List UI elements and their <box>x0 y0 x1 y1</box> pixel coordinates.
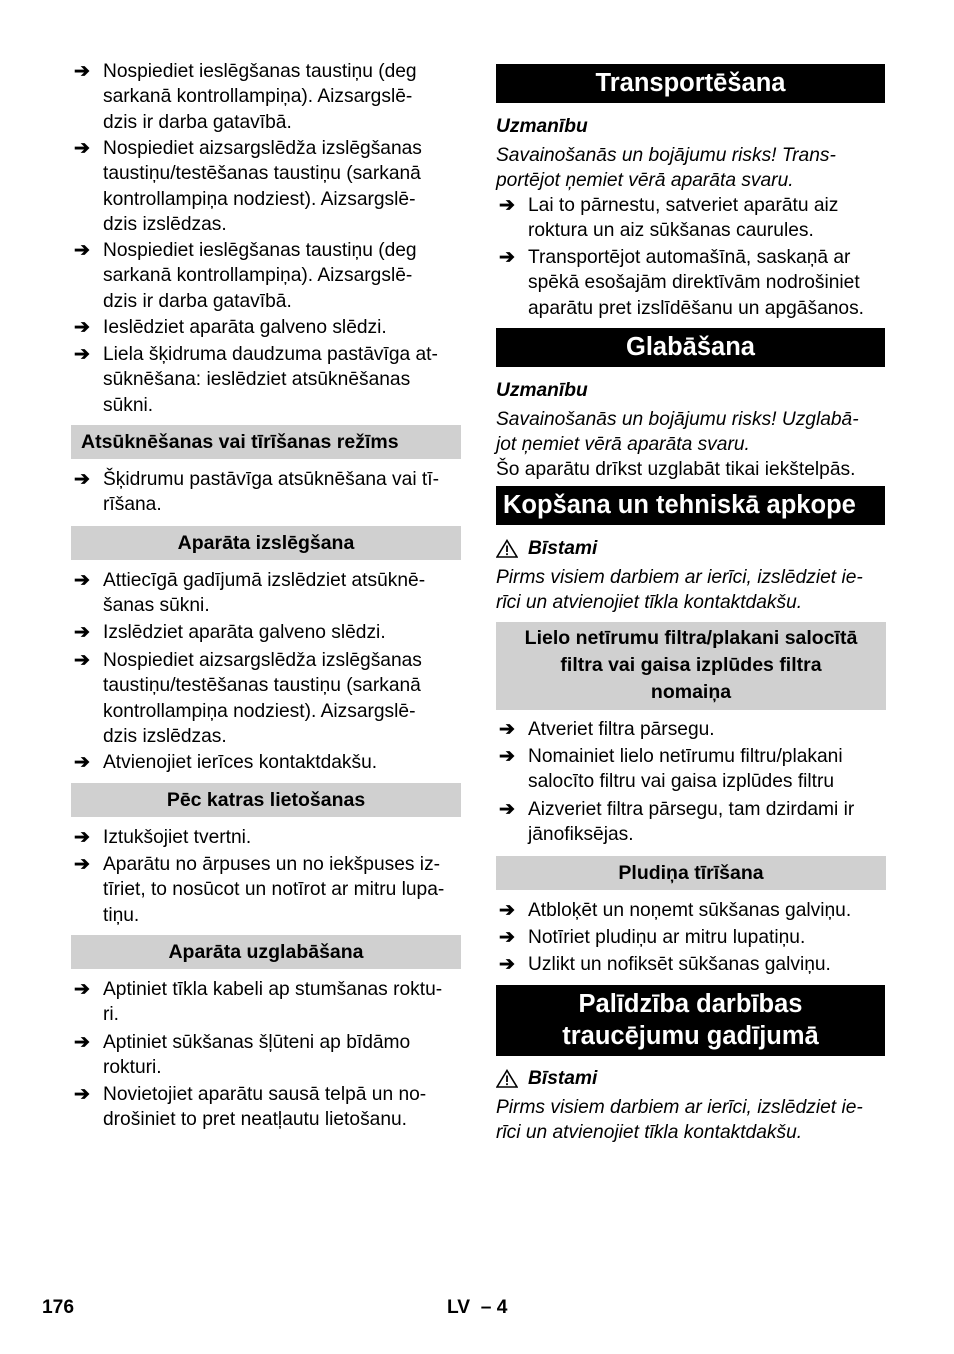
list-item-text: Nospiediet ieslēgšanas taustiņu (deg sarkanā kontrollampiņa). Aizsargslē- dzis ir darba gatavībā. <box>103 61 417 133</box>
arrow-right-icon: ➔ <box>74 61 90 82</box>
section-heading-filter: Lielo netīrumu filtra/plakani salocītā filtra vai gaisa izplūdes filtra nomaiņa <box>496 622 886 710</box>
list-item-text: Liela šķidruma daudzuma pastāvīga at- sūknēšana: ieslēdziet atsūknēšanas sūkni. <box>103 344 438 416</box>
list-item-text: Aptiniet sūkšanas šļūteni ap bīdāmo rokturi. <box>103 1032 411 1079</box>
caution-label: Uzmanību <box>496 116 588 137</box>
list-item-text: Nomainiet lielo netīrumu filtru/plakani salocīto filtru vai gaisa izplūdes filtru <box>528 746 843 793</box>
arrow-right-icon: ➔ <box>499 900 515 921</box>
danger-text: Pirms visiem darbiem ar ierīci, izslēdziet ie- rīci un atvienojiet tīkla kontaktdakšu. <box>496 1097 863 1144</box>
page-number: 176 <box>42 1297 75 1318</box>
storage-note: Šo aparātu drīkst uzglabāt tikai iekštelpās. <box>496 459 856 480</box>
danger-text: Pirms visiem darbiem ar ierīci, izslēdziet ie- rīci un atvienojiet tīkla kontaktdakšu. <box>496 567 863 614</box>
warning-triangle-icon <box>496 1069 518 1088</box>
arrow-right-icon: ➔ <box>499 927 515 948</box>
list-item-text: Ieslēdziet aparāta galveno slēdzi. <box>103 317 387 338</box>
list-item-text: Atvienojiet ierīces kontaktdakšu. <box>103 752 378 773</box>
section-title-transport: Transportēšana <box>496 64 885 103</box>
list-item-text: Attiecīgā gadījumā izslēdziet atsūknē- šanas sūkni. <box>103 570 426 617</box>
list-item-text: Aizveriet filtra pārsegu, tam dzirdami ir jānofiksējas. <box>528 799 855 846</box>
danger-label: Bīstami <box>528 1068 598 1089</box>
list-item-text: Nospiediet aizsargslēdža izslēgšanas taustiņu/testēšanas taustiņu (sarkanā kontrollampiņa nodziest). Aizsargslē- dzis izslēdzas. <box>103 138 422 236</box>
arrow-right-icon: ➔ <box>499 195 515 216</box>
section-heading-after-use: Pēc katras lietošanas <box>71 783 461 817</box>
section-heading-storage: Aparāta uzglabāšana <box>71 935 461 969</box>
arrow-right-icon: ➔ <box>74 317 90 338</box>
section-title-care: Kopšana un tehniskā apkope <box>496 486 885 525</box>
arrow-right-icon: ➔ <box>74 469 90 490</box>
arrow-right-icon: ➔ <box>74 650 90 671</box>
arrow-right-icon: ➔ <box>499 954 515 975</box>
list-item-text: Uzlikt un nofiksēt sūkšanas galviņu. <box>528 954 831 975</box>
arrow-right-icon: ➔ <box>74 1084 90 1105</box>
arrow-right-icon: ➔ <box>74 752 90 773</box>
caution-text: Savainošanās un bojājumu risks! Trans- portējot ņemiet vērā aparāta svaru. <box>496 145 836 192</box>
arrow-right-icon: ➔ <box>74 570 90 591</box>
list-item-text: Lai to pārnestu, satveriet aparātu aiz roktura un aiz sūkšanas caurules. <box>528 195 839 242</box>
arrow-right-icon: ➔ <box>74 979 90 1000</box>
arrow-right-icon: ➔ <box>74 827 90 848</box>
caution-text: Savainošanās un bojājumu risks! Uzglabā- jot ņemiet vērā aparāta svaru. <box>496 409 859 456</box>
arrow-right-icon: ➔ <box>74 138 90 159</box>
list-item-text: Novietojiet aparātu sausā telpā un no- drošiniet to pret neatļautu lietošanu. <box>103 1084 427 1131</box>
list-item-text: Atveriet filtra pārsegu. <box>528 719 715 740</box>
arrow-right-icon: ➔ <box>74 854 90 875</box>
list-item-text: Nospiediet ieslēgšanas taustiņu (deg sarkanā kontrollampiņa). Aizsargslē- dzis ir darba gatavībā. <box>103 240 417 312</box>
section-title-troubleshooting: Palīdzība darbības traucējumu gadījumā <box>496 985 885 1056</box>
list-item-text: Iztukšojiet tvertni. <box>103 827 252 848</box>
arrow-right-icon: ➔ <box>74 240 90 261</box>
list-item-text: Atbloķēt un noņemt sūkšanas galviņu. <box>528 900 852 921</box>
list-item-text: Aptiniet tīkla kabeli ap stumšanas roktu- ri. <box>103 979 443 1026</box>
list-item-text: Aparātu no ārpuses un no iekšpuses iz- tīriet, to nosūcot un notīrot ar mitru lupa- tiņu. <box>103 854 445 926</box>
section-heading-switch-off: Aparāta izslēgšana <box>71 526 461 560</box>
list-item-text: Šķidrumu pastāvīga atsūknēšana vai tī- rīšana. <box>103 469 439 516</box>
list-item-text: Transportējot automašīnā, saskaņā ar spēkā esošajām direktīvām nodrošiniet aparātu pret izslīdēšanu un apgāšanos. <box>528 247 865 319</box>
language-page-indicator: LV – 4 <box>447 1297 508 1318</box>
section-title-storage: Glabāšana <box>496 328 885 367</box>
warning-triangle-icon <box>496 539 518 558</box>
arrow-right-icon: ➔ <box>74 344 90 365</box>
arrow-right-icon: ➔ <box>499 746 515 767</box>
section-heading-mode: Atsūknēšanas vai tīrīšanas režīms <box>71 425 461 459</box>
caution-label: Uzmanību <box>496 380 588 401</box>
arrow-right-icon: ➔ <box>499 799 515 820</box>
list-item-text: Izslēdziet aparāta galveno slēdzi. <box>103 622 386 643</box>
section-heading-float-cleaning: Pludiņa tīrīšana <box>496 856 886 890</box>
list-item-text: Notīriet pludiņu ar mitru lupatiņu. <box>528 927 806 948</box>
arrow-right-icon: ➔ <box>499 247 515 268</box>
arrow-right-icon: ➔ <box>74 1032 90 1053</box>
list-item-text: Nospiediet aizsargslēdža izslēgšanas taustiņu/testēšanas taustiņu (sarkanā kontrollampiņa nodziest). Aizsargslē- dzis izslēdzas. <box>103 650 422 748</box>
arrow-right-icon: ➔ <box>499 719 515 740</box>
danger-label: Bīstami <box>528 538 598 559</box>
arrow-right-icon: ➔ <box>74 622 90 643</box>
